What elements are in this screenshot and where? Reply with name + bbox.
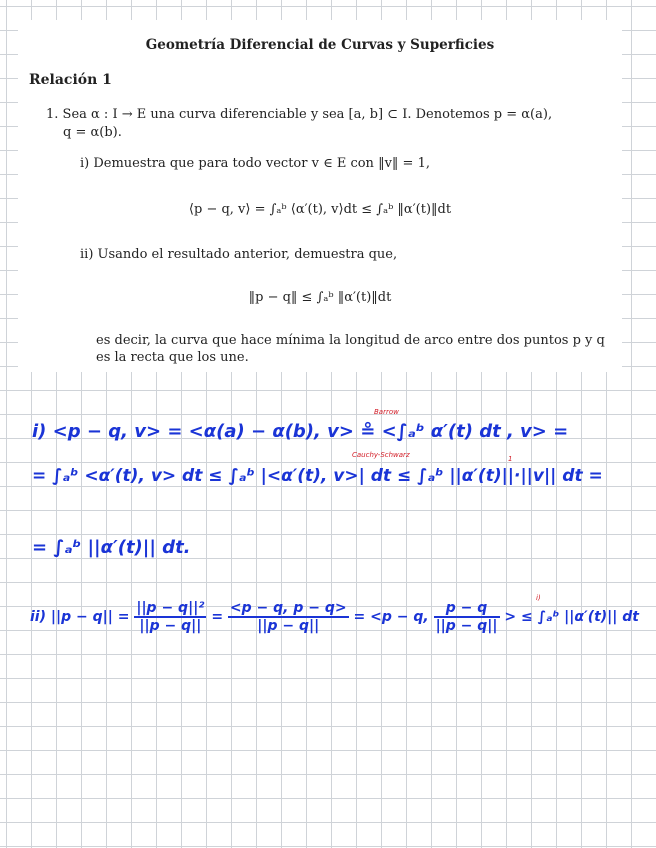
problem-1-statement [46,106,612,142]
conclusion-text [96,332,605,366]
conclusion-line-1: es decir, la curva que hace mínima la longitud de arco entre dos puntos p y q [96,333,605,348]
fraction-1-numerator: ||p − q||² [136,600,205,616]
conclusion-line-2: es la recta que los une. [96,350,249,365]
line-4-start: ii) ||p − q|| = [30,609,130,625]
cauchy-schwarz-annotation: Cauchy-Schwarz [352,451,410,459]
section-heading: Relación 1 [29,72,112,88]
printed-exercise-sheet [18,20,622,372]
handwritten-line-3: = ∫ₐᵇ ||α′(t)|| dt. [32,537,191,558]
part-i-reference-annotation: i) [536,594,541,602]
part-i-statement: i) Demuestra que para todo vector v ∈ E con ‖v‖ = 1, [80,156,430,171]
fraction-3-denominator: ||p − q|| [435,618,498,634]
line-4-end: > ≤ ∫ₐᵇ ||α′(t)|| dt [504,609,639,625]
line-4-middle: = <p − q, [353,609,429,625]
fraction-2-numerator: <p − q, p − q> [229,600,347,616]
barrow-annotation: Barrow [374,408,399,416]
part-i-formula: ⟨p − q, v⟩ = ∫ₐᵇ ⟨α′(t), v⟩dt ≤ ∫ₐᵇ ‖α′(t)‖dt [188,202,452,217]
part-ii-statement: ii) Usando el resultado anterior, demuestra que, [80,247,398,262]
fraction-2-denominator: ||p − q|| [257,618,320,634]
problem-1-line-2: q = α(b). [63,125,122,140]
fraction-1 [134,600,206,634]
part-ii-formula: ‖p − q‖ ≤ ∫ₐᵇ ‖α′(t)‖dt [248,290,392,305]
handwritten-line-4 [30,600,639,634]
fraction-3-numerator: p − q [434,600,500,618]
equals-sign: = [211,609,224,625]
norm-one-annotation: 1 [508,455,513,463]
handwritten-line-2: = ∫ₐᵇ <α′(t), v> dt ≤ ∫ₐᵇ |<α′(t), v>| dt ≤ ∫ₐᵇ ||α′(t)||·||v|| dt = [32,466,603,486]
document-title: Geometría Diferencial de Curvas y Superficies [145,37,495,53]
fraction-3 [434,600,500,634]
fraction-1-denominator: ||p − q|| [139,618,202,634]
problem-1-line-1: 1. Sea α : I → E una curva diferenciable y sea [a, b] ⊂ I. Denotemos p = α(a), [46,107,553,122]
fraction-2 [228,600,349,634]
handwritten-line-1: i) <p − q, v> = <α(a) − α(b), v> ≗ <∫ₐᵇ α′(t) dt , v> = [32,421,569,442]
